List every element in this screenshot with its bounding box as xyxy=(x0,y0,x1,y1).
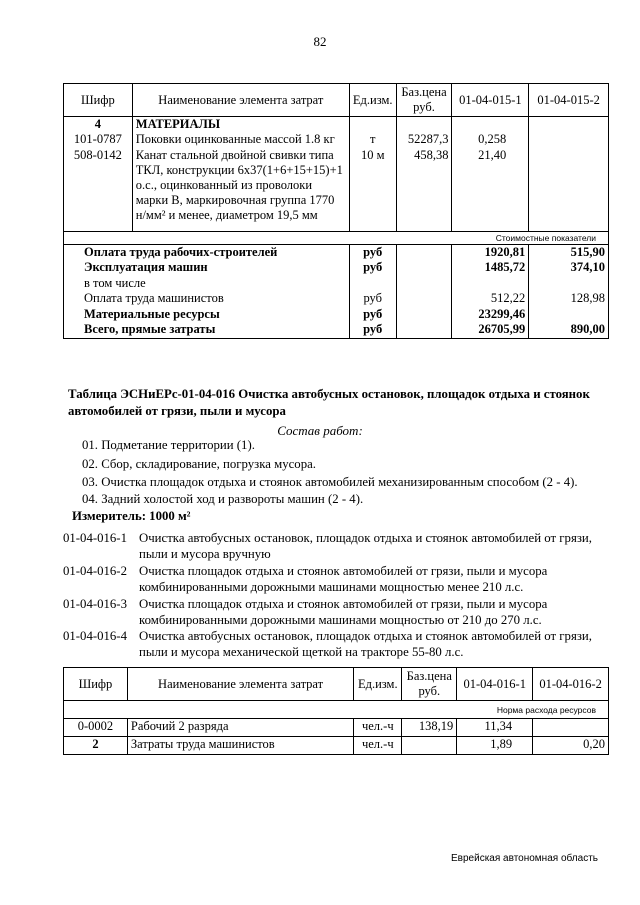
code-description xyxy=(63,564,608,595)
row-v2 xyxy=(533,719,609,737)
col-header-name: Наименование элемента затрат xyxy=(127,668,353,701)
row-v2 xyxy=(529,148,609,232)
summary-name: Оплата труда машинистов xyxy=(64,291,350,307)
code-label: 01-04-016-3 xyxy=(63,597,127,611)
col-header-v1: 01-04-016-1 xyxy=(457,668,533,701)
row-price: 138,19 xyxy=(402,719,457,737)
summary-v2: 128,98 xyxy=(529,291,609,307)
summary-v1: 1920,81 xyxy=(452,244,529,260)
resource-norm-label: Норма расхода ресурсов xyxy=(64,701,609,719)
section-name: МАТЕРИАЛЫ xyxy=(132,117,349,133)
region-footer: Еврейская автономная область xyxy=(451,853,598,864)
summary-unit: руб xyxy=(349,291,396,307)
summary-row xyxy=(64,322,609,338)
summary-v2: 890,00 xyxy=(529,322,609,338)
code-description xyxy=(63,531,608,562)
col-header-price: Баз.цена руб. xyxy=(402,668,457,701)
summary-row xyxy=(64,291,609,307)
summary-row xyxy=(64,260,609,276)
col-header-name: Наименование элемента затрат xyxy=(132,84,349,117)
table-row xyxy=(64,737,609,755)
summary-row xyxy=(64,276,609,292)
work-item: 03. Очистка площадок отдыха и стоянок автомобилей механизированным способом (2 - 4). xyxy=(82,475,578,489)
code-label: 01-04-016-4 xyxy=(63,629,127,643)
summary-unit: руб xyxy=(349,322,396,338)
code-description xyxy=(63,629,608,660)
cost-indicators-label: Стоимостные показатели xyxy=(64,231,609,244)
section-row xyxy=(64,117,609,133)
col-header-price: Баз.цена руб. xyxy=(396,84,452,117)
page-number: 82 xyxy=(313,34,327,49)
table-header-row xyxy=(64,668,609,701)
col-header-v1: 01-04-015-1 xyxy=(452,84,529,117)
summary-name: Оплата труда рабочих-строителей xyxy=(64,244,350,260)
summary-v2: 374,10 xyxy=(529,260,609,276)
row-code: 0-0002 xyxy=(64,719,128,737)
resource-table-016 xyxy=(63,667,609,755)
row-v1: 21,40 xyxy=(452,148,529,232)
code-text: Очистка площадок отдыха и стоянок автомобилей от грязи, пыли и мусора комбинированными дорожными машинами мощностью от 210 до 270 л.с. xyxy=(139,597,548,627)
col-header-unit: Ед.изм. xyxy=(354,668,402,701)
code-label: 01-04-016-1 xyxy=(63,531,127,545)
section-code: 4 xyxy=(64,117,133,133)
summary-row xyxy=(64,307,609,323)
summary-v1: 26705,99 xyxy=(452,322,529,338)
work-item: 04. Задний холостой ход и развороты машин (2 - 4). xyxy=(82,492,364,506)
code-text: Очистка автобусных остановок, площадок отдыха и стоянок автомобилей от грязи, пыли и мусора вручную xyxy=(139,531,592,561)
row-price: 458,38 xyxy=(396,148,452,232)
summary-row xyxy=(64,244,609,260)
composition-title: Состав работ: xyxy=(277,423,363,438)
row-price xyxy=(402,737,457,755)
col-header-v2: 01-04-016-2 xyxy=(533,668,609,701)
row-v2 xyxy=(529,132,609,148)
row-v1: 11,34 xyxy=(457,719,533,737)
row-unit: чел.-ч xyxy=(354,719,402,737)
summary-name: Всего, прямые затраты xyxy=(64,322,350,338)
summary-name: Эксплуатация машин xyxy=(64,260,350,276)
summary-v1: 512,22 xyxy=(452,291,529,307)
cost-table-015 xyxy=(63,83,609,339)
summary-unit: руб xyxy=(349,244,396,260)
row-v1: 1,89 xyxy=(457,737,533,755)
code-text: Очистка автобусных остановок, площадок отдыха и стоянок автомобилей от грязи, пыли и мусора механической щеткой на тракторе 55-80 л.с. xyxy=(139,629,592,659)
row-name: Поковки оцинкованные массой 1.8 кг xyxy=(132,132,349,148)
table-row xyxy=(64,132,609,148)
row-unit: чел.-ч xyxy=(354,737,402,755)
table-title: Таблица ЭСНиЕРс-01-04-016 Очистка автобусных остановок, площадок отдыха и стоянок автомобилей от грязи, пыли и мусора xyxy=(68,387,590,418)
summary-v1: 1485,72 xyxy=(452,260,529,276)
col-header-unit: Ед.изм. xyxy=(349,84,396,117)
row-code: 508-0142 xyxy=(64,148,133,232)
work-item: 01. Подметание территории (1). xyxy=(82,438,255,452)
subheader-row xyxy=(64,701,609,719)
row-unit: 10 м xyxy=(349,148,396,232)
code-text: Очистка площадок отдыха и стоянок автомобилей от грязи, пыли и мусора комбинированными дорожными машинами мощностью менее 210 л.с. xyxy=(139,564,548,594)
code-label: 01-04-016-2 xyxy=(63,564,127,578)
code-description xyxy=(63,597,608,628)
col-header-code: Шифр xyxy=(64,84,133,117)
row-v2: 0,20 xyxy=(533,737,609,755)
row-name: Рабочий 2 разряда xyxy=(127,719,353,737)
subheader-row xyxy=(64,231,609,244)
col-header-v2: 01-04-015-2 xyxy=(529,84,609,117)
row-v1: 0,258 xyxy=(452,132,529,148)
row-name: Канат стальной двойной свивки типа ТКЛ, конструкции 6х37(1+6+15+15)+1 о.с., оцинкованный из проволоки марки В, маркировочная группа 1770 н/мм² и менее, диаметром 19,5 мм xyxy=(132,148,349,232)
summary-v2: 515,90 xyxy=(529,244,609,260)
row-unit: т xyxy=(349,132,396,148)
row-price: 52287,3 xyxy=(396,132,452,148)
summary-name: Материальные ресурсы xyxy=(64,307,350,323)
summary-v1: 23299,46 xyxy=(452,307,529,323)
table-row xyxy=(64,148,609,232)
row-code: 101-0787 xyxy=(64,132,133,148)
measurement-unit: Измеритель: 1000 м² xyxy=(72,509,191,523)
summary-unit: руб xyxy=(349,260,396,276)
summary-v2 xyxy=(529,307,609,323)
col-header-code: Шифр xyxy=(64,668,128,701)
work-item: 02. Сбор, складирование, погрузка мусора. xyxy=(82,457,316,471)
row-name: Затраты труда машинистов xyxy=(127,737,353,755)
table-row xyxy=(64,719,609,737)
summary-unit: руб xyxy=(349,307,396,323)
summary-name: в том числе xyxy=(64,276,350,292)
table-header-row xyxy=(64,84,609,117)
row-code: 2 xyxy=(64,737,128,755)
